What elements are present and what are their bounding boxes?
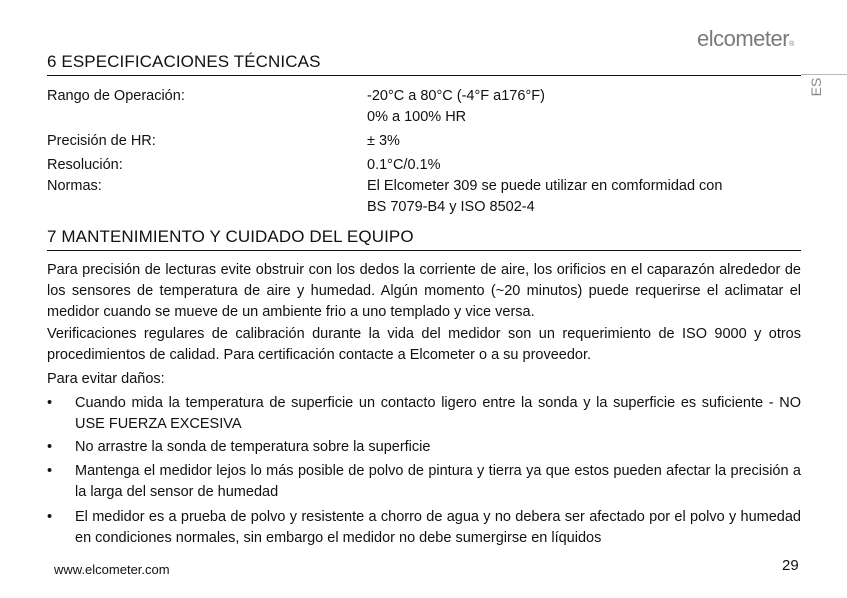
spec-value: BS 7079-B4 y ISO 8502-4	[367, 199, 535, 215]
spec-value: El Elcometer 309 se puede utilizar en comformidad con	[367, 178, 723, 194]
spec-value: -20°C a 80°C (-4°F a176°F)	[367, 88, 545, 104]
spec-label: Resolución:	[47, 157, 123, 173]
spec-label: Rango de Operación:	[47, 88, 185, 104]
side-tab-divider	[801, 74, 847, 75]
list-item-text: Cuando mida la temperatura de superficie un contacto ligero entre la sonda y la superficie es suficiente - NO USE FUERZA EXCESIVA	[75, 395, 801, 432]
spec-value: 0% a 100% HR	[367, 109, 467, 125]
list-item-text: Mantenga el medidor lejos lo más posible de polvo de pintura y tierra ya que estos pueden afectar la precisión a la larga del sensor de humedad	[75, 463, 801, 500]
bullet-icon: •	[47, 395, 53, 411]
spec-value: 0.1°C/0.1%	[367, 157, 441, 173]
page-number: 29	[782, 557, 799, 574]
elcometer-logo: elcometer®	[697, 26, 794, 51]
spec-label: Normas:	[47, 178, 102, 194]
list-item-text: El medidor es a prueba de polvo y resistente a chorro de agua y no debera ser afectado por el polvo y humedad en condiciones normales, sin embargo el medidor no debe sumergirse en líquidos	[75, 509, 801, 546]
section-6-heading: 6 ESPECIFICACIONES TÉCNICAS	[47, 52, 801, 76]
spec-label: Precisión de HR:	[47, 133, 156, 149]
list-item-text: No arrastre la sonda de temperatura sobre la superficie	[75, 439, 431, 455]
maintenance-paragraph-1: Para precisión de lecturas evite obstruir con los dedos la corriente de aire, los orificios en el caparazón alrededor de los sensores de temperatura de aire y humedad. Algún momento (~20 minutos) puede requerirse el aclimatar el medidor cuando se mueve de un ambiente frio a uno templado y vice versa.	[47, 262, 801, 320]
registered-mark: ®	[789, 41, 794, 48]
avoid-damage-label: Para evitar daños:	[47, 371, 165, 387]
bullet-icon: •	[47, 509, 53, 525]
footer-website-url: www.elcometer.com	[54, 562, 170, 577]
section-7-heading: 7 MANTENIMIENTO Y CUIDADO DEL EQUIPO	[47, 227, 801, 251]
language-side-tab: ES	[808, 77, 824, 97]
maintenance-paragraph-2: Verificaciones regulares de calibración durante la vida del medidor son un requerimiento de ISO 9000 y otros procedimientos de calidad. Para certificación contacte a Elcometer o a su proveedor.	[47, 326, 801, 363]
bullet-icon: •	[47, 439, 53, 455]
bullet-icon: •	[47, 463, 53, 479]
spec-value: ± 3%	[367, 133, 400, 149]
